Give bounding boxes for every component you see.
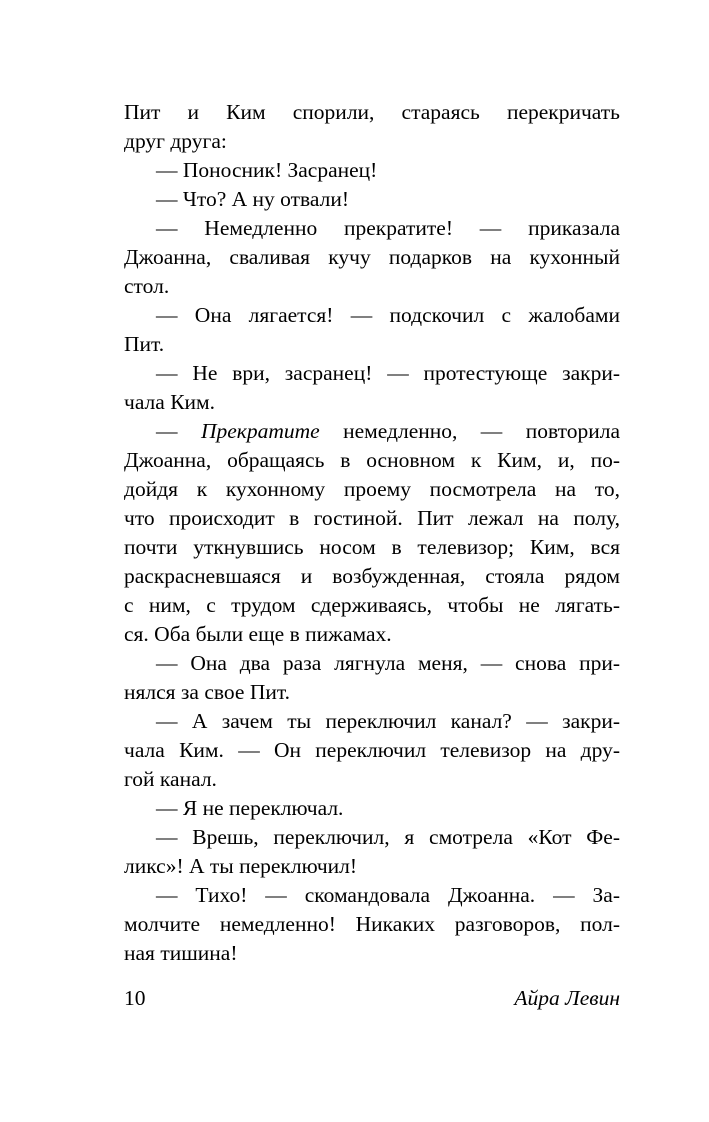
text-line-20: — Она два раза лягнула меня, — снова при- [156,651,620,675]
italic-lead-dash: — [156,419,201,443]
text-line-16: почти уткнувшись носом в телевизор; Ким, вся [124,535,620,559]
body-text [124,98,620,968]
text-line-23: чала Ким. — Он переключил телевизор на дру- [124,738,620,762]
text-line-14: дойдя к кухонному проему посмотрела на то, [124,477,620,501]
text-line-12 [124,417,620,446]
text-line-11: чала Ким. [124,390,216,414]
text-line-5: — Немедленно прекратите! — приказала [156,216,620,240]
text-line-9: Пит. [124,332,165,356]
text-line-10: — Не ври, засранец! — протестующе закри- [156,361,620,385]
text-line-19: ся. Оба были еще в пижамах. [124,622,392,646]
text-line-3: — Поносник! Засранец! [156,158,378,182]
italic-word: Прекратите [200,419,320,443]
text-line-7: стол. [124,274,170,298]
text-line-28: — Тихо! — скомандовала Джоанна. — За- [156,883,620,907]
text-line-4: — Что? А ну отвали! [156,187,350,211]
text-line-6: Джоанна, сваливая кучу подарков на кухонный [124,245,620,269]
text-line-25: — Я не переключал. [156,796,344,820]
text-line-30: ная тишина! [124,941,238,965]
text-line-8: — Она лягается! — подскочил с жалобами [156,303,620,327]
text-line-2: друг друга: [124,129,227,153]
text-line-15: что происходит в гостиной. Пит лежал на полу, [124,506,620,530]
text-line-18: с ним, с трудом сдерживаясь, чтобы не лягать- [124,593,620,617]
text-line-29: молчите немедленно! Никаких разговоров, пол- [124,912,620,936]
text-line-1: Пит и Ким спорили, стараясь перекричать [124,100,620,124]
text-line-24: гой канал. [124,767,217,791]
text-line-27: ликс»! А ты переключил! [124,854,358,878]
text-line-21: нялся за свое Пит. [124,680,291,704]
text-line-13: Джоанна, обращаясь в основном к Ким, и, по- [124,448,620,472]
text-line-12-rest: немедленно, — повторила [343,419,620,443]
text-line-17: раскрасневшаяся и возбужденная, стояла рядом [124,564,620,588]
running-head-author: Айра Левин [514,986,620,1010]
text-line-22: — А зачем ты переключил канал? — закри- [156,709,620,733]
page-number: 10 [124,986,146,1010]
page-footer [124,986,620,1016]
text-line-26: — Врешь, переключил, я смотрела «Кот Фе- [156,825,620,849]
